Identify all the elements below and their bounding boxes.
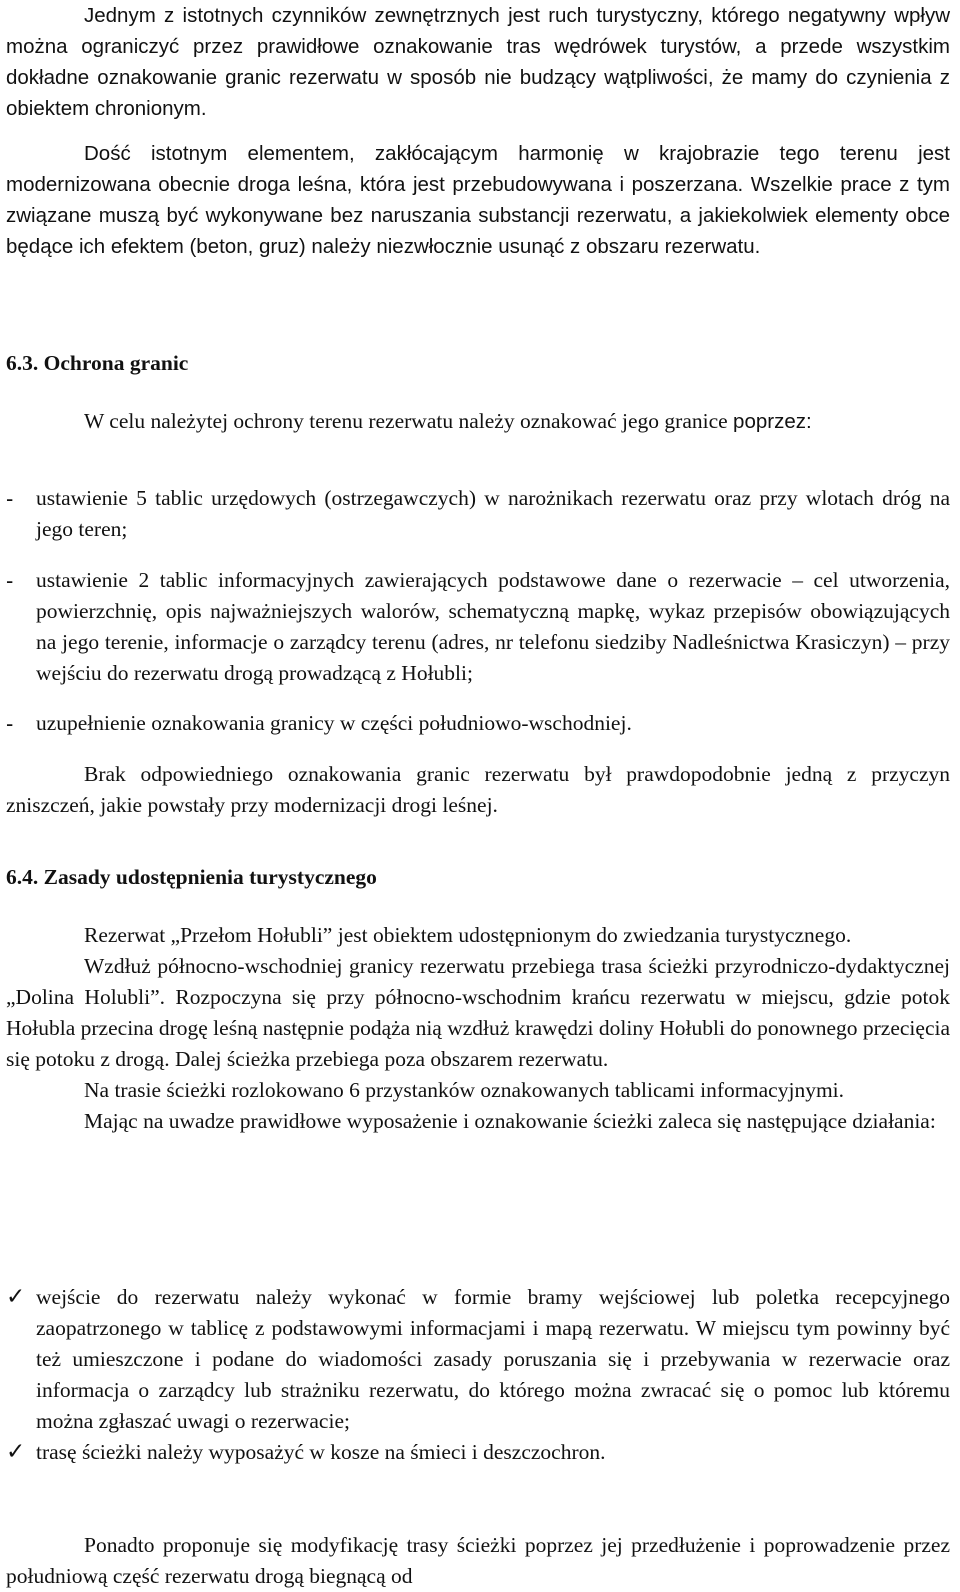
check-icon: ✓ — [6, 1439, 26, 1465]
paragraph-forest-road: Dość istotnym elementem, zakłócającym harmonię w krajobrazie tego terenu jest modernizowana obecnie droga leśna, która jest przebudowywana i poszerzana. Wszelkie prace z tym związane muszą być wykonywane bez naruszania substancji rezerwatu, a jakiekolwiek elementy obce będące ich efektem (beton, gruz) należy niezwłocznie usunąć z obszaru rezerwatu. — [6, 142, 950, 258]
paragraph-trail-modification: Ponadto proponuje się modyfikację trasy ścieżki poprzez jej przedłużenie i poprowadzenie przez południową część rezerwatu drogą biegnącą od — [6, 1533, 950, 1588]
boundary-measures-list — [6, 483, 950, 739]
list-item-text: uzupełnienie oznakowania granicy w części południowo-wschodniej. — [36, 711, 632, 735]
paragraph-reserve-open: Rezerwat „Przełom Hołubli” jest obiektem udostępnionym do zwiedzania turystycznego. — [84, 923, 852, 947]
heading-6-3: 6.3. Ochrona granic — [6, 351, 189, 375]
tourism-paragraphs — [6, 920, 950, 1137]
list-item-text: ustawienie 2 tablic informacyjnych zawierających podstawowe dane o rezerwacie – cel utworzenia, powierzchnię, opis najważniejszych walorów, schematyczną mapkę, wykaz przepisów obowiązujących na jego terenie, informacje o zarządcy terenu (adres, nr telefonu siedziby Nadleśnictwa Krasiczyn) – przy wejściu do rezerwatu drogą prowadzącą z Hołubli; — [36, 568, 950, 685]
list-item-text: wejście do rezerwatu należy wykonać w formie bramy wejściowej lub poletka recepcyjnego zaopatrzonego w tablicę z podstawowymi informacjami i mapą rezerwatu. W miejscu tym powinny być też umieszczone i podane do wiadomości zasady poruszania się i przebywania w rezerwacie oraz informacja o zarządcy lub strażniku rezerwatu, do którego można zwracać się o pomoc lub któremu można zgłaszać uwagi o rezerwacie; — [36, 1285, 950, 1433]
paragraph-trail-route: Wzdłuż północno-wschodniej granicy rezerwatu przebiega trasa ścieżki przyrodniczo-dydaktycznej „Dolina Holubli”. Rozpoczyna się przy północno-wschodnim krańcu rezerwatu w miejscu, gdzie potok Hołubla przecina drogę leśną następnie podąża nią wzdłuż krawędzi doliny Hołubli do ponownego przecięcia się potoku z drogą. Dalej ścieżka przebiega poza obszarem rezerwatu. — [6, 954, 950, 1071]
heading-6-4: 6.4. Zasady udostępnienia turystycznego — [6, 865, 377, 889]
list-item — [6, 1437, 950, 1468]
list-item — [6, 565, 950, 689]
paragraph-boundary-intro — [6, 406, 950, 437]
dash-bullet: - — [6, 568, 14, 593]
list-item — [6, 1282, 950, 1437]
list-item — [6, 708, 950, 739]
boundary-intro-text: W celu należytej ochrony terenu rezerwatu należy oznakować jego granice — [84, 409, 734, 433]
list-item-text: trasę ścieżki należy wyposażyć w kosze na śmieci i deszczochron. — [36, 1440, 606, 1464]
dash-bullet: - — [6, 486, 14, 511]
list-item-text: ustawienie 5 tablic urzędowych (ostrzegawczych) w narożnikach rezerwatu oraz przy wlotach dróg na jego teren; — [36, 486, 950, 541]
boundary-intro-poprzez: poprzez: — [733, 410, 812, 433]
check-icon: ✓ — [6, 1284, 26, 1310]
paragraph-boundary-closing: Brak odpowiedniego oznakowania granic rezerwatu był prawdopodobnie jedną z przyczyn zniszczeń, jakie powstały przy modernizacji drogi leśnej. — [6, 762, 950, 817]
recommendations-list — [6, 1282, 950, 1468]
list-item — [6, 483, 950, 545]
paragraph-tourism-impact: Jednym z istotnych czynników zewnętrznych jest ruch turystyczny, którego negatywny wpływ można ograniczyć przez prawidłowe oznakowanie tras wędrówek turystów, a przede wszystkim dokładne oznakowanie granic rezerwatu w sposób nie budzący wątpliwości, że mamy do czynienia z obiektem chronionym. — [6, 4, 950, 120]
paragraph-trail-stops: Na trasie ścieżki rozlokowano 6 przystanków oznakowanych tablicami informacyjnymi. — [84, 1078, 845, 1102]
paragraph-recommendations: Mając na uwadze prawidłowe wyposażenie i oznakowanie ścieżki zaleca się następujące działania: — [84, 1109, 936, 1133]
dash-bullet: - — [6, 711, 14, 736]
